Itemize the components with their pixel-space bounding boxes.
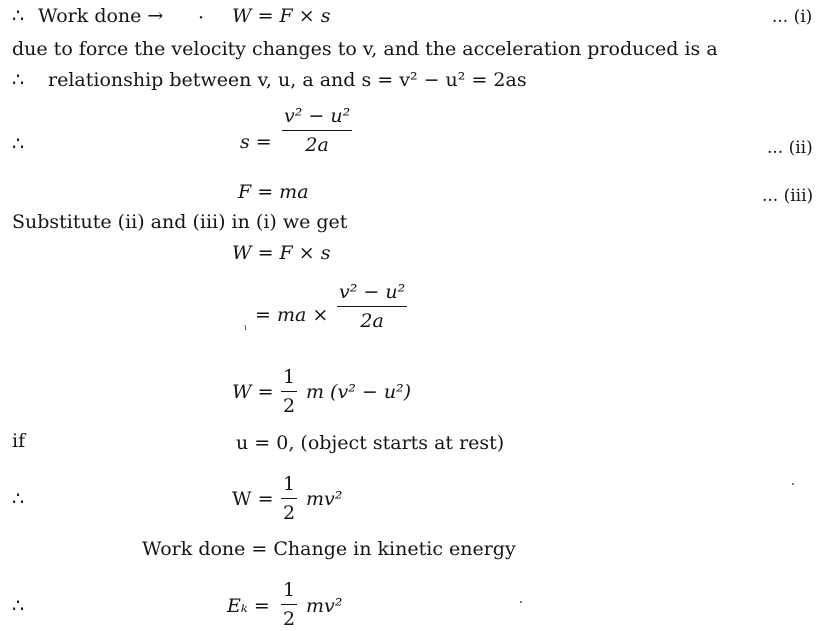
work-done-label: Work done → [38,5,164,27]
if-label: if [12,430,26,452]
fraction-s [282,104,352,157]
equation-w-rhs: m (v² − u²) [306,381,412,403]
fraction-bar [337,306,407,307]
fraction-half [281,578,297,631]
fraction-bar [281,604,297,605]
fraction-half [281,365,297,418]
relationship-sentence: relationship between v, u, a and s = v² − u² = 2as [48,69,527,91]
therefore-symbol: ∴ [12,133,25,155]
velocity-sentence: due to force the velocity changes to v, and the acceleration produced is a [12,38,718,60]
stray-mark: ι [244,323,248,332]
scan-speck [520,601,522,603]
equation-ek-rhs: mv² [306,595,343,617]
work-energy-sentence: Work done = Change in kinetic energy [142,538,516,560]
equation-tag-iii: ... (iii) [762,186,814,206]
therefore-symbol: ∴ [12,5,25,27]
fraction-numerator: 1 [283,473,296,495]
equation-ek-lhs: Eₖ = [227,595,270,617]
fraction-numerator: 1 [283,579,296,601]
fraction-denominator: 2a [360,310,384,332]
equation-work: W = F × s [232,5,331,27]
fraction-bar [281,498,297,499]
equation-w-rhs: mv² [306,488,343,510]
therefore-symbol: ∴ [12,595,25,617]
equation-w-lhs: W = [232,381,274,403]
equation-w-lhs: W = [232,488,274,510]
fraction-half [281,472,297,525]
fraction-denominator: 2 [283,395,296,417]
scan-speck [792,483,794,485]
fraction-denominator: 2 [283,502,296,524]
equation-force: F = ma [238,181,309,203]
fraction-denominator: 2 [283,608,296,630]
therefore-symbol: ∴ [12,488,25,510]
equation-ma-lhs: = ma × [255,304,329,326]
equation-tag-ii: ... (ii) [767,138,813,158]
fraction-numerator: v² − u² [339,281,406,303]
substitute-sentence: Substitute (ii) and (iii) in (i) we get [12,211,348,233]
equation-work-repeat: W = F × s [232,242,331,264]
fraction-numerator: v² − u² [284,105,351,127]
condition-rest: u = 0, (object starts at rest) [236,432,505,454]
fraction-bar [282,130,352,131]
fraction-numerator: 1 [283,366,296,388]
stray-dot: · [198,7,205,29]
fraction-substitution [337,280,407,333]
equation-tag-i: ... (i) [772,7,813,27]
fraction-bar [281,391,297,392]
fraction-denominator: 2a [305,134,329,156]
therefore-symbol: ∴ [12,69,25,91]
equation-s-lhs: s = [240,131,272,153]
